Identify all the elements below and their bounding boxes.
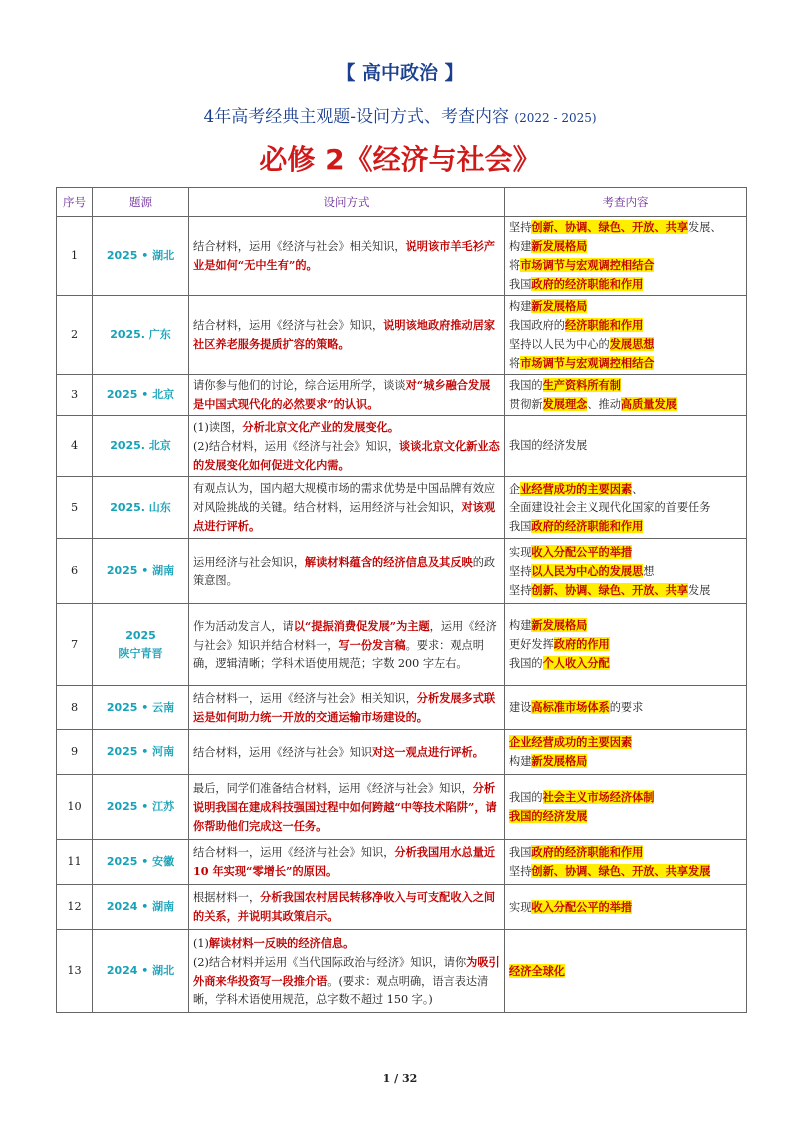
text-line — [193, 553, 500, 590]
source-label: 2024 • 湖南 — [106, 900, 175, 913]
plain-text: 坚持 — [509, 221, 532, 234]
plain-text: 结合材料，运用《经济与社会》相关知识， — [193, 240, 406, 253]
source-label: 2025 • 湖北 — [106, 249, 175, 262]
row-number: 4 — [57, 416, 93, 477]
highlighted-text: 市场调节与宏观调控相结合 — [520, 356, 655, 370]
exam-content — [505, 730, 747, 775]
emphasis-text: 对该观点进行评析。 — [193, 499, 496, 533]
text-line — [509, 335, 742, 354]
question-prompt — [189, 686, 505, 730]
highlighted-text: 高标准市场体系 — [531, 700, 610, 714]
exam-content — [505, 775, 747, 840]
source-label: 2025. 广东 — [110, 328, 171, 341]
text-line — [193, 689, 500, 727]
highlighted-text: 个人收入分配 — [542, 656, 610, 670]
plain-text: 作为活动发言人，请 — [193, 619, 294, 633]
highlighted-text: 政府的经济职能和作用 — [531, 845, 644, 859]
plain-text: 的政策意图。 — [193, 555, 496, 587]
plain-text: 发展 — [688, 583, 711, 597]
text-line — [509, 616, 742, 635]
emphasis-text: 分析说明我国在建成科技强国过程中如何跨越“中等技术陷阱”，请你帮助他们完成这一任务。 — [193, 780, 497, 833]
emphasis-text: 分析我国农村居民转移净收入与可支配收入之间的关系，并说明其政策启示。 — [193, 890, 496, 923]
source-label: 2025 • 云南 — [106, 700, 175, 714]
plain-text: 贯彻新 — [509, 398, 543, 411]
exam-source — [93, 375, 189, 416]
row-number: 1 — [57, 217, 93, 296]
question-prompt — [189, 296, 505, 375]
plain-text: 坚持 — [509, 583, 532, 597]
col-header-question: 设问方式 — [189, 188, 505, 217]
highlighted-text: 生产资料所有制 — [542, 378, 621, 392]
emphasis-text: 对这一观点进行评析。 — [372, 744, 484, 759]
question-prompt — [189, 477, 505, 539]
plain-text: 实现 — [509, 545, 532, 559]
text-line — [509, 562, 742, 581]
plain-text: 坚持 — [509, 865, 532, 878]
highlighted-text: 高质量发展 — [620, 397, 677, 411]
exam-content — [505, 477, 747, 539]
plain-text: (1)读图， — [193, 420, 243, 434]
emphasis-text: 为吸引外商来华投资写一段推介语 — [193, 954, 500, 988]
row-number: 11 — [57, 840, 93, 885]
row-number: 9 — [57, 730, 93, 775]
exam-content — [505, 296, 747, 375]
highlighted-text: 经济职能和作用 — [564, 318, 644, 332]
highlighted-text: 业经营成功的主要因素 — [520, 481, 633, 496]
emphasis-text: 分析发展多式联运是如何助力统一开放的交通运输市场建设的。 — [193, 690, 496, 724]
plain-text: 构建 — [509, 240, 532, 253]
text-line — [509, 499, 742, 517]
exam-source — [93, 775, 189, 840]
col-header-number: 序号 — [57, 188, 93, 217]
text-line — [193, 953, 500, 1009]
source-label: 2025 • 河南 — [106, 745, 175, 758]
plain-text: 坚持 — [509, 564, 532, 578]
source-label: 2025. 北京 — [110, 439, 171, 452]
source-label: 2025 • 北京 — [106, 388, 175, 401]
plain-text: 全面建设社会主义现代化国家的首要任务 — [509, 500, 711, 514]
exam-content — [505, 416, 747, 477]
source-label: 2025 • 江苏 — [106, 800, 175, 813]
table-row — [57, 930, 747, 1013]
table-row — [57, 840, 747, 885]
highlighted-text: 新发展格局 — [531, 618, 588, 632]
text-line — [509, 354, 742, 373]
table-row — [57, 539, 747, 604]
highlighted-text: 社会主义市场经济体制 — [542, 790, 655, 804]
text-line — [193, 437, 500, 475]
text-line — [509, 395, 742, 414]
question-prompt — [189, 539, 505, 604]
col-header-source: 题源 — [93, 188, 189, 217]
highlighted-text: 以人民为中心的发展思 — [531, 563, 644, 578]
highlighted-text: 创新、协调、绿色、开放、共享 — [531, 220, 689, 234]
text-line — [509, 843, 742, 862]
highlighted-text: 我国的经济发展 — [509, 809, 588, 823]
source-label: 2024 • 湖北 — [106, 964, 175, 977]
exam-source — [93, 604, 189, 686]
emphasis-text: 解读材料一反映的经济信息。 — [208, 935, 355, 950]
emphasis-text: 解读材料蕴含的经济信息及其反映 — [304, 554, 473, 569]
text-line — [509, 256, 742, 275]
highlighted-text: 发展理念 — [542, 397, 588, 411]
plain-text: 将 — [509, 357, 521, 370]
text-line — [509, 218, 742, 237]
exam-content — [505, 604, 747, 686]
emphasis-text: 写一份发言稿 — [338, 637, 406, 652]
text-line — [509, 581, 742, 600]
plain-text: 我国 — [509, 846, 532, 859]
table-row — [57, 730, 747, 775]
plain-text: 最后，同学们准备结合材料，运用《经济与社会》知识， — [193, 781, 473, 795]
highlighted-text: 收入分配公平的举措 — [531, 544, 633, 559]
question-prompt — [189, 840, 505, 885]
plain-text: 结合材料，运用《经济与社会》知识， — [193, 319, 384, 332]
text-line — [509, 437, 742, 455]
exam-source — [93, 930, 189, 1013]
text-line — [509, 898, 742, 917]
highlighted-text: 政府的作用 — [553, 637, 610, 651]
text-line — [193, 934, 500, 953]
plain-text: 构建 — [509, 300, 532, 313]
text-line — [193, 480, 500, 536]
text-line — [509, 654, 742, 673]
text-line — [509, 698, 742, 717]
exam-content — [505, 686, 747, 730]
text-line — [509, 297, 742, 316]
year-range: (2022 - 2025) — [514, 111, 597, 125]
text-line — [193, 376, 500, 414]
exam-content — [505, 217, 747, 296]
highlighted-text: 企业经营成功的主要因素 — [509, 735, 633, 749]
highlighted-text: 新发展格局 — [531, 239, 588, 253]
emphasis-text: 说明该市羊毛衫产业是如何“无中生有”的。 — [193, 239, 496, 272]
text-line — [193, 888, 500, 926]
table-row — [57, 375, 747, 416]
exam-source — [93, 840, 189, 885]
plain-text: 我国的 — [509, 657, 543, 670]
row-number: 8 — [57, 686, 93, 730]
text-line — [193, 843, 500, 881]
text-line — [193, 316, 500, 354]
question-prompt — [189, 217, 505, 296]
question-prompt — [189, 730, 505, 775]
row-number: 6 — [57, 539, 93, 604]
text-line — [509, 480, 742, 499]
exam-source — [93, 477, 189, 539]
exam-content — [505, 375, 747, 416]
question-table — [56, 187, 747, 1013]
plain-text: (2)结合材料并运用《当代国际政治与经济》知识，请你 — [193, 955, 467, 969]
source-region: 陕宁青晋 — [118, 646, 163, 660]
exam-source — [93, 885, 189, 930]
emphasis-text: 分析我国用水总量近 10 年实现“零增长”的原因。 — [193, 845, 496, 878]
text-line — [509, 635, 742, 654]
exam-content — [505, 930, 747, 1013]
subject-banner: 【 高中政治 】 — [336, 62, 464, 84]
exam-source — [93, 217, 189, 296]
question-prompt — [189, 775, 505, 840]
plain-text: 发展、 — [688, 221, 722, 234]
question-prompt — [189, 416, 505, 477]
text-line — [509, 517, 742, 536]
plain-text: 请你参与他们的讨论，综合运用所学，谈谈 — [193, 379, 406, 392]
plain-text: 我国的 — [509, 791, 543, 804]
source-label: 2025. 山东 — [110, 500, 171, 514]
plain-text: 运用经济与社会知识， — [193, 555, 305, 569]
table-header-row — [57, 188, 747, 217]
page-number: 1 / 32 — [382, 1072, 418, 1085]
plain-text: 我国的 — [509, 379, 543, 392]
plain-text: 根据材料一， — [193, 891, 261, 904]
highlighted-text: 创新、协调、绿色、开放、共享发展 — [531, 864, 711, 878]
question-prompt — [189, 604, 505, 686]
plain-text: 将 — [509, 259, 521, 272]
exam-source — [93, 686, 189, 730]
plain-text: 坚持以人民为中心的 — [509, 338, 610, 351]
table-row — [57, 477, 747, 539]
plain-text: 结合材料，运用《经济与社会》知识 — [193, 745, 373, 759]
exam-source — [93, 730, 189, 775]
highlighted-text: 政府的经济职能和作用 — [531, 518, 644, 533]
plain-text: 的要求 — [609, 701, 644, 714]
module-title: 必修 2《经济与社会》 — [259, 143, 541, 176]
row-number: 13 — [57, 930, 93, 1013]
plain-text: 想 — [643, 564, 655, 578]
source-label: 2025 • 安徽 — [106, 855, 175, 868]
text-line — [509, 376, 742, 395]
highlighted-text: 政府的经济职能和作用 — [531, 277, 644, 291]
plain-text: 。(要求：观点明确，语言表达清晰，学科术语使用规范，总字数不超过 150 字。) — [193, 974, 489, 1006]
text-line — [509, 862, 742, 881]
text-line — [509, 788, 742, 807]
plain-text: 有观点认为，国内超大规模市场的需求优势是中国品牌有效应对风险挑战的关键。结合材料，运用经济与社会知识， — [193, 481, 496, 514]
plain-text: 构建 — [509, 755, 532, 768]
plain-text: ，运用《经济与社会》知识并结合材料一， — [193, 619, 497, 652]
text-line — [509, 543, 742, 562]
table-row — [57, 885, 747, 930]
emphasis-text: 分析北京文化产业的发展变化。 — [242, 419, 400, 434]
question-prompt — [189, 375, 505, 416]
source-label: 2025 • 湖南 — [106, 564, 175, 577]
plain-text: 结合材料一，运用《经济与社会》相关知识， — [193, 691, 417, 705]
plain-text: 。要求：观点明确，逻辑清晰；学科术语使用规范；字数 200 字左右。 — [193, 638, 484, 670]
emphasis-text: 对“城乡融合发展是中国式现代化的必然要求”的认识。 — [193, 378, 491, 411]
text-line — [509, 316, 742, 335]
row-number: 5 — [57, 477, 93, 539]
highlighted-text: 新发展格局 — [531, 299, 588, 313]
plain-text: 、推动 — [587, 398, 621, 411]
text-line — [193, 743, 500, 762]
plain-text: 更好发挥 — [509, 638, 554, 651]
table-row — [57, 416, 747, 477]
highlighted-text: 新发展格局 — [531, 754, 588, 768]
plain-text: 我国 — [509, 278, 532, 291]
document-title — [0, 102, 800, 127]
highlighted-text: 经济全球化 — [509, 963, 565, 978]
plain-text: (1) — [193, 936, 209, 950]
exam-source — [93, 539, 189, 604]
row-number: 7 — [57, 604, 93, 686]
text-line — [193, 418, 500, 437]
plain-text: 我国的经济发展 — [509, 439, 588, 452]
plain-text: 企 — [509, 482, 521, 496]
exam-source — [93, 296, 189, 375]
plain-text: 结合材料一，运用《经济与社会》知识， — [193, 846, 395, 859]
text-line — [509, 752, 742, 771]
exam-source — [93, 416, 189, 477]
title-text: 4年高考经典主观题-设问方式、考查内容 — [203, 107, 510, 127]
plain-text: 我国 — [509, 519, 532, 533]
text-line — [509, 962, 742, 981]
emphasis-text: 以“提振消费促发展”为主题 — [293, 618, 430, 633]
highlighted-text: 市场调节与宏观调控相结合 — [520, 258, 655, 272]
row-number: 12 — [57, 885, 93, 930]
text-line — [193, 779, 500, 836]
row-number: 2 — [57, 296, 93, 375]
emphasis-text: 谈谈北京文化新业态的发展变化如何促进文化内需。 — [193, 438, 500, 472]
text-line — [509, 275, 742, 294]
exam-content — [505, 885, 747, 930]
text-line — [193, 237, 500, 275]
text-line — [193, 617, 500, 673]
plain-text: (2)结合材料，运用《经济与社会》知识， — [193, 439, 400, 453]
question-prompt — [189, 885, 505, 930]
exam-content — [505, 539, 747, 604]
row-number: 3 — [57, 375, 93, 416]
row-number: 10 — [57, 775, 93, 840]
text-line — [509, 237, 742, 256]
highlighted-text: 收入分配公平的举措 — [531, 899, 633, 914]
plain-text: 实现 — [509, 900, 532, 914]
plain-text: 、 — [632, 482, 644, 496]
plain-text: 建设 — [509, 701, 532, 714]
exam-content — [505, 840, 747, 885]
question-prompt — [189, 930, 505, 1013]
plain-text: 我国政府的 — [509, 319, 565, 332]
highlighted-text: 创新、协调、绿色、开放、共享 — [531, 582, 689, 597]
table-row — [57, 775, 747, 840]
plain-text: 构建 — [509, 619, 532, 632]
text-line — [509, 733, 742, 752]
text-line — [509, 807, 742, 826]
table-row — [57, 686, 747, 730]
col-header-content: 考查内容 — [505, 188, 747, 217]
table-row — [57, 217, 747, 296]
table-row — [57, 296, 747, 375]
table-row — [57, 604, 747, 686]
highlighted-text: 发展思想 — [609, 337, 655, 351]
source-label: 2025 — [125, 628, 156, 642]
emphasis-text: 说明该地政府推动居家社区养老服务提质扩容的策略。 — [193, 318, 496, 351]
